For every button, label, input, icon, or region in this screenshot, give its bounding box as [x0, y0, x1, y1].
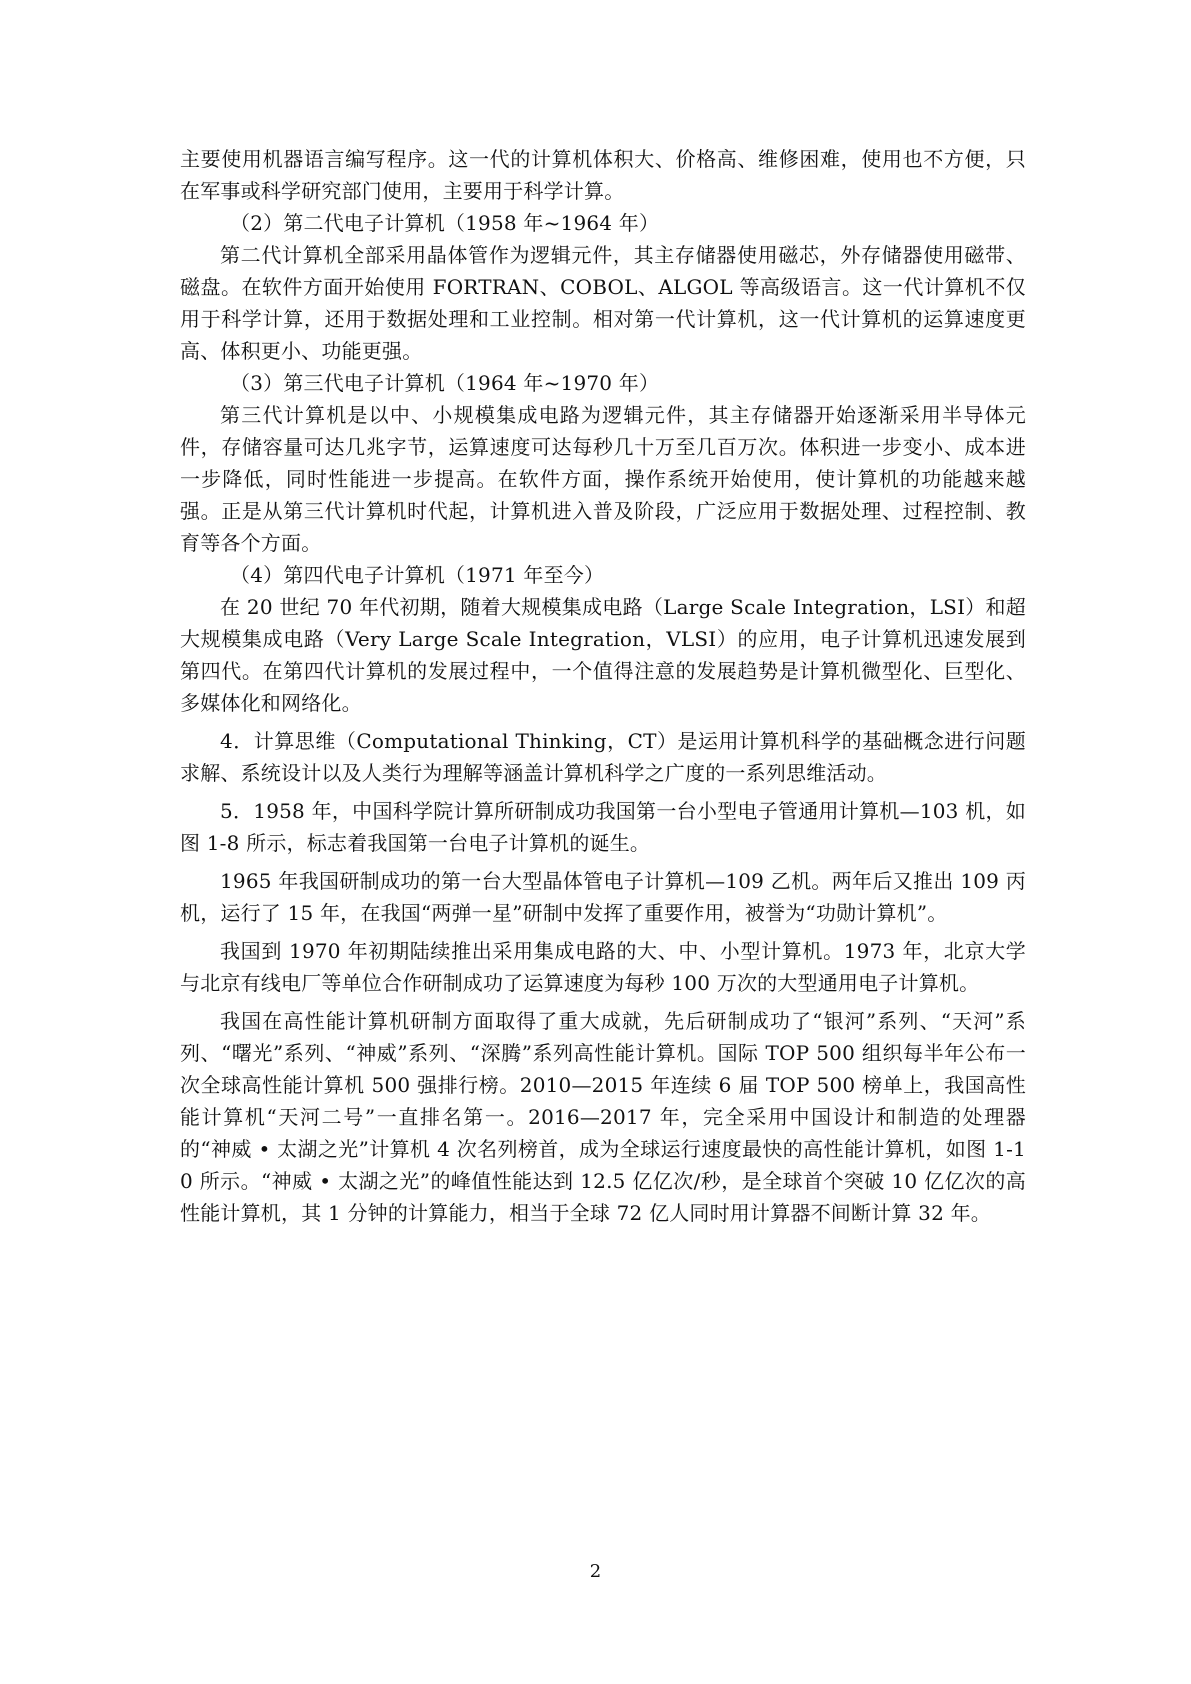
page-number: 2 — [589, 1561, 602, 1582]
paragraph-high-performance-computers: 我国在高性能计算机研制方面取得了重大成就，先后研制成功了“银河”系列、“天河”系列、“曙光”系列、“神威”系列、“深腾”系列高性能计算机。国际 TOP 500 组织每半年公布一次全球高性能计算机 500 强排行榜。2010—2015 年连续 6 届 TOP 500 榜单上，我国高性能计算机“天河二号”一直排名第一。2016—2017 年，完全采用中国设计和制造的处理器的“神威 • 太湖之光”计算机 4 次名列榜首，成为全球运行速度最快的高性能计算机，如图 1-10 所示。“神威 • 太湖之光”的峰值性能达到 12.5 亿亿次/秒，是全球首个突破 10 亿亿次的高性能计算机，其 1 分钟的计算能力，相当于全球 72 亿人同时用计算器不间断计算 32 年。 — [180, 1009, 1026, 1225]
paragraph-first-generation-end: 主要使用机器语言编写程序。这一代的计算机体积大、价格高、维修困难，使用也不方便，只在军事或科学研究部门使用，主要用于科学计算。 — [180, 147, 1026, 203]
heading-fourth-generation: （4）第四代电子计算机（1971 年至今） — [230, 563, 605, 587]
heading-second-generation: （2）第二代电子计算机（1958 年~1964 年） — [230, 211, 660, 235]
paragraph-computer-103: 5．1958 年，中国科学院计算所研制成功我国第一台小型电子管通用计算机—103 机，如图 1-8 所示，标志着我国第一台电子计算机的诞生。 — [180, 799, 1026, 855]
paragraph-third-generation: 第三代计算机是以中、小规模集成电路为逻辑元件，其主存储器开始逐渐采用半导体元件，存储容量可达几兆字节，运算速度可达每秒几十万至几百万次。体积进一步变小、成本进一步降低，同时性能进一步提高。在软件方面，操作系统开始使用，使计算机的功能越来越强。正是从第三代计算机时代起，计算机进入普及阶段，广泛应用于数据处理、过程控制、教育等各个方面。 — [180, 403, 1026, 555]
heading-third-generation: （3）第三代电子计算机（1964 年~1970 年） — [230, 371, 660, 395]
paragraph-computer-109: 1965 年我国研制成功的第一台大型晶体管电子计算机—109 乙机。两年后又推出 109 丙机，运行了 15 年，在我国“两弹一星”研制中发挥了重要作用，被誉为“功勋计算机”。 — [180, 869, 1026, 925]
paragraph-fourth-generation: 在 20 世纪 70 年代初期，随着大规模集成电路（Large Scale Integration，LSI）和超大规模集成电路（Very Large Scale Integration，VLSI）的应用，电子计算机迅速发展到第四代。在第四代计算机的发展过程中，一个值得注意的发展趋势是计算机微型化、巨型化、多媒体化和网络化。 — [180, 595, 1026, 715]
paragraph-integrated-circuit-computers: 我国到 1970 年初期陆续推出采用集成电路的大、中、小型计算机。1973 年，北京大学与北京有线电厂等单位合作研制成功了运算速度为每秒 100 万次的大型通用电子计算机。 — [180, 939, 1026, 995]
paragraph-computational-thinking: 4．计算思维（Computational Thinking，CT）是运用计算机科学的基础概念进行问题求解、系统设计以及人类行为理解等涵盖计算机科学之广度的一系列思维活动。 — [180, 729, 1026, 785]
page-body — [180, 143, 1026, 1229]
paragraph-second-generation: 第二代计算机全部采用晶体管作为逻辑元件，其主存储器使用磁芯，外存储器使用磁带、磁盘。在软件方面开始使用 FORTRAN、COBOL、ALGOL 等高级语言。这一代计算机不仅用于科学计算，还用于数据处理和工业控制。相对第一代计算机，这一代计算机的运算速度更高、体积更小、功能更强。 — [180, 243, 1026, 363]
